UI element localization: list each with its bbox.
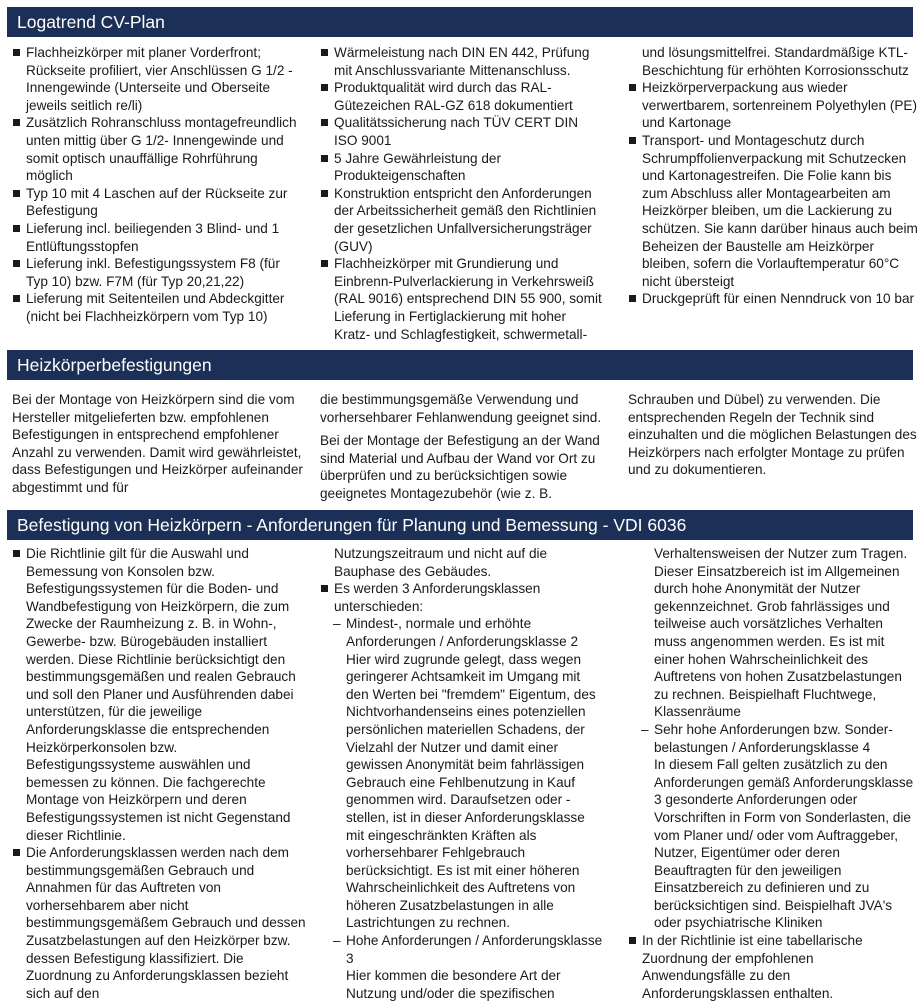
list-item: Zusätzlich Rohranschluss montagefreundlich unten mittig über G 1/2- Innengewinde und somit optisch unauffällige Rohrführung möglich (12, 114, 302, 184)
section-title-logatrend: Logatrend CV-Plan (7, 7, 913, 37)
section-title-vdi-6036: Befestigung von Heizkörpern - Anforderungen für Planung und Bemessung - VDI 6036 (7, 510, 913, 540)
list-item: Es werden 3 Anforderungsklassen unterschieden: (320, 580, 605, 615)
paragraph: Bei der Montage der Befestigung an der Wand sind Material und Aufbau der Wand vor Ort zu überprüfen und zu berücksichtigen sowie geeignetes Montagezubehör (wie z. B. (320, 433, 600, 501)
list-item: Lieferung inkl. Befestigungssystem F8 (für Typ 10) bzw. F7M (für Typ 20,21,22) (12, 255, 302, 290)
list-item: Qualitätssicherung nach TÜV CERT DIN ISO 9001 (320, 114, 605, 149)
list-item: Lieferung incl. beiliegenden 3 Blind- und 1 Entlüftungsstopfen (12, 220, 302, 255)
s3-column-3 (628, 545, 918, 1002)
list-item-continued: Nutzungszeitraum und nicht auf die Bauphase des Gebäudes. (334, 546, 548, 579)
list-item: Flachheizkörper mit planer Vorderfront; Rückseite profiliert, vier Anschlüssen G 1/2 - Innengewinde (Unterseite und Oberseite jeweils seitlich re/li) (12, 44, 302, 114)
list-item: Wärmeleistung nach DIN EN 442, Prüfung mit Anschlussvariante Mittenanschluss. (320, 44, 605, 79)
list-item: Typ 10 mit 4 Laschen auf der Rückseite zur Befestigung (12, 185, 302, 220)
s1-column-1 (12, 44, 302, 326)
list-item: Die Richtlinie gilt für die Auswahl und Bemessung von Konsolen bzw. Befestigungssystemen für die Boden- und Wandbefestigung von Heizkörpern, die zum Zwecke der Raumheizung z. B. in Wohn-, Gewerbe- bzw. Bürogebäuden installiert werden. Diese Richtlinie berücksichtigt den bestimmungsgemäßen und realen Gebrauch und soll den Planer und Ausführenden dabei unterstützen, für die jeweilige Anforderungsklasse die entsprechenden Heizkörperkonsolen bzw. Befestigungssysteme auswählen und bemessen zu können. Die fachgerechte Montage von Heizkörpern und deren Befestigungssystemen ist nicht Gegenstand dieser Richtlinie. (12, 545, 308, 844)
list-item: Konstruktion entspricht den Anforderungen der Arbeitssicherheit gemäß den Richtlinien der gesetzlichen Unfallversicherungsträger (GUV) (320, 185, 605, 255)
list-item-continued: und lösungsmittelfrei. Standardmäßige KTL-Beschichtung für erhöhten Korrosionsschutz (642, 45, 909, 78)
dash-item-body: Hier kommen die besondere Art der Nutzung und/oder die spezifischen (346, 968, 561, 1001)
list-item: Transport- und Montageschutz durch Schrumpffolienverpackung mit Schutzecken und Kartonagestreifen. Die Folie kann bis zum Abschluss aller Montagearbeiten am Heizkörper bleiben, um die Lackierung zu schützen. Sie kann darüber hinaus auch beim Beheizen der Baustelle am Heizkörper bleiben, sofern die Vorlauftemperatur 60°C nicht übersteigt (628, 132, 918, 290)
section-title-heizkoerperbefestigungen: Heizkörperbefestigungen (7, 350, 913, 380)
list-item: Flachheizkörper mit Grundierung und Einbrenn-Pulverlackierung in Verkehrsweiß (RAL 9016) entsprechend DIN 55 900, somit Lieferung in Fertiglackierung mit hoher Kratz- und Schlagfestigkeit, schwermetall- (320, 255, 605, 343)
dash-item-heading: – Hohe Anforderungen / Anforderungsklasse 3 (320, 932, 605, 967)
paragraph: die bestimmungsgemäße Verwendung und vorhersehbarer Fehlanwendung geeignet sind. (320, 392, 602, 425)
list-item: Produktqualität wird durch das RAL-Gütezeichen RAL-GZ 618 dokumentiert (320, 79, 605, 114)
paragraph: Bei der Montage von Heizkörpern sind die vom Hersteller mitgelieferten bzw. empfohlenen Befestigungen in entsprechend empfohlener Anzahl zu verwenden. Damit wird gewährleistet, dass Befestigungen und Heizkörper aufeinander abgestimmt und für (12, 392, 303, 495)
s2-column-2 (320, 391, 605, 509)
dash-item-body: Hier wird zugrunde gelegt, dass wegen geringerer Achtsamkeit im Umgang mit den Werten bei "fremdem" Eigentum, des Nichtvorhandenseins eines potenziellen persönlichen materiellen Schadens, der Vielzahl der Nutzer und damit einer gewissen Anonymität beim fahrlässigen Gebrauch eine Fehlbenutzung in Kauf genommen wird. Daraufsetzen oder -stellen, ist in dieser Anforderungsklasse mit eingeschränkten Kräften als vorhersehbarer Fehlgebrauch berücksichtigt. Es ist mit einer höheren Wahrscheinlichkeit des Auftretens von höheren Zusatzbelastungen in alle Lastrichtungen zu rechnen. (346, 651, 596, 931)
paragraph: Schrauben und Dübel) zu verwenden. Die entsprechenden Regeln der Technik sind einzuhalten und die möglichen Belastungen des Heizkörpers nach erfolgter Montage zu prüfen und zu dokumentieren. (628, 392, 917, 478)
list-item: Heizkörperverpackung aus wieder verwertbarem, sortenreinem Polyethylen (PE) und Kartonage (628, 79, 918, 132)
dash-item-heading: – Sehr hohe Anforderungen bzw. Sonder-belastungen / Anforderungsklasse 4 (628, 721, 918, 756)
list-item: In der Richtlinie ist eine tabellarische Zuordnung der empfohlenen Anwendungsfälle zu den Anforderungsklassen enthalten. (628, 932, 918, 1002)
s2-column-1 (12, 391, 308, 503)
list-item: Druckgeprüft für einen Nenndruck von 10 bar (628, 290, 918, 308)
dash-item-body: In diesem Fall gelten zusätzlich zu den Anforderungen gemäß Anforderungsklasse 3 gesonderte Anforderungen oder Vorschriften in Form von Sonderlasten, die vom Planer und/ oder vom Auftraggeber, Nutzer, Eigentümer oder deren Beauftragten für den jeweiligen Einsatzbereich zu definieren und zu berücksichtigen sind. Beispielhaft JVA's oder psychiatrische Kliniken (654, 757, 914, 931)
list-item: Lieferung mit Seitenteilen und Abdeckgitter (nicht bei Flachheizkörpern vom Typ 10) (12, 290, 302, 325)
s3-column-1 (12, 545, 308, 1002)
list-item: Die Anforderungsklassen werden nach dem bestimmungsgemäßen Gebrauch und Annahmen für das Auftreten von vorhersehbarem aber nicht bestimmungsgemäßem Gebrauch und dessen Zusatzbelastungen auf den Heizkörper bzw. dessen Befestigung klassifiziert. Die Zuordnung zu Anforderungsklassen bezieht sich auf den (12, 844, 308, 1002)
dash-item-heading: – Mindest-, normale und erhöhte Anforderungen / Anforderungsklasse 2 (320, 615, 605, 650)
s2-column-3 (628, 391, 918, 485)
s1-column-2 (320, 44, 605, 343)
dash-item-continued: Verhaltensweisen der Nutzer zum Tragen. Dieser Einsatzbereich ist im Allgemeinen durch hohe Anonymität der Nutzer gekennzeichnet. Grob fahrlässiges und teilweise auch vorsätzliches Verhalten muss angenommen werden. Es ist mit einer hohen Wahrscheinlichkeit des Auftretens von hohen Zusatzbelastungen zu rechnen. Beispielhaft Fluchtwege, Klassenräume (654, 546, 908, 720)
s1-column-3 (628, 44, 918, 308)
list-item: 5 Jahre Gewährleistung der Produkteigenschaften (320, 150, 605, 185)
s3-column-2 (320, 545, 605, 1002)
